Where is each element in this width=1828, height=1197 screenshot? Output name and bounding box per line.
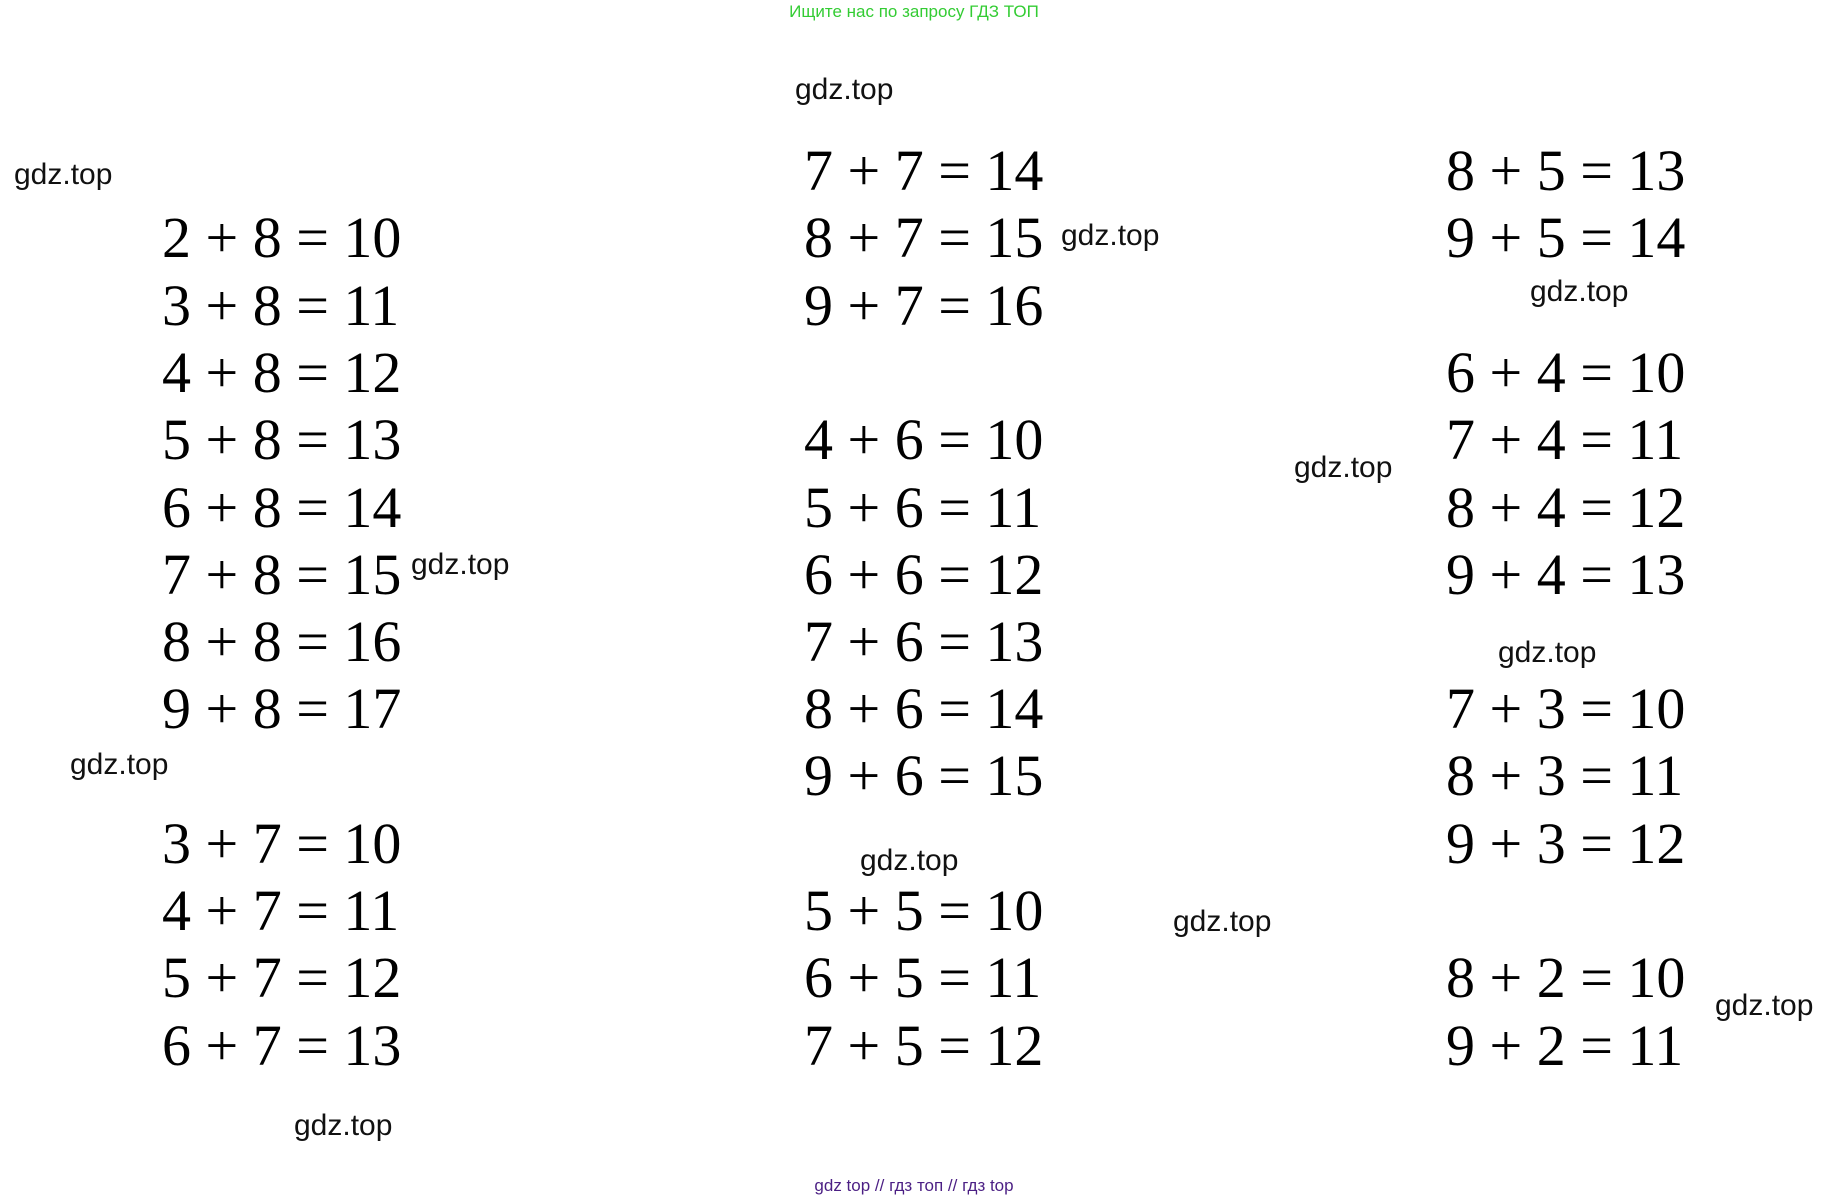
equation-line: 6 + 5 = 11 [804,945,1042,1010]
equation-line: 5 + 6 = 11 [804,475,1042,540]
header-banner: Ищите нас по запросу ГДЗ ТОП [789,2,1039,21]
equation-line: 8 + 2 = 10 [1446,945,1686,1010]
footer-banner: gdz top // гдз топ // гдз top [814,1176,1014,1195]
equation-line: 6 + 6 = 12 [804,542,1044,607]
watermark-text: gdz.top [1294,451,1393,484]
equation-line: 6 + 4 = 10 [1446,340,1686,405]
watermark-text: gdz.top [1498,636,1597,669]
equation-line: 9 + 8 = 17 [162,676,402,741]
equation-line: 4 + 6 = 10 [804,407,1044,472]
equation-line: 7 + 5 = 12 [804,1013,1044,1078]
equation-line: 4 + 7 = 11 [162,878,400,943]
equation-line: 9 + 3 = 12 [1446,811,1686,876]
equation-line: 8 + 5 = 13 [1446,138,1686,203]
equation-line: 9 + 7 = 16 [804,273,1044,338]
equation-line: 9 + 6 = 15 [804,743,1044,808]
equation-line: 7 + 3 = 10 [1446,676,1686,741]
equation-line: 6 + 7 = 13 [162,1013,402,1078]
watermark-text: gdz.top [294,1109,393,1142]
watermark-text: gdz.top [70,748,169,781]
equation-line: 8 + 7 = 15 [804,205,1044,270]
equation-line: 7 + 7 = 14 [804,138,1044,203]
equation-line: 3 + 8 = 11 [162,273,400,338]
equation-line: 8 + 4 = 12 [1446,475,1686,540]
equation-line: 5 + 5 = 10 [804,878,1044,943]
watermark-text: gdz.top [795,73,894,106]
watermark-text: gdz.top [1061,219,1160,252]
equation-line: 8 + 3 = 11 [1446,743,1684,808]
equation-line: 9 + 5 = 14 [1446,205,1686,270]
equation-line: 3 + 7 = 10 [162,811,402,876]
watermark-text: gdz.top [411,548,510,581]
equation-line: 5 + 8 = 13 [162,407,402,472]
watermark-text: gdz.top [860,844,959,877]
equation-line: 7 + 6 = 13 [804,609,1044,674]
equation-line: 2 + 8 = 10 [162,205,402,270]
equation-line: 7 + 4 = 11 [1446,407,1684,472]
watermark-text: gdz.top [1173,905,1272,938]
equation-line: 7 + 8 = 15 [162,542,402,607]
equation-line: 4 + 8 = 12 [162,340,402,405]
equation-line: 9 + 4 = 13 [1446,542,1686,607]
watermark-text: gdz.top [1530,275,1629,308]
equation-line: 8 + 6 = 14 [804,676,1044,741]
equation-line: 6 + 8 = 14 [162,475,402,540]
equation-line: 8 + 8 = 16 [162,609,402,674]
equation-line: 9 + 2 = 11 [1446,1013,1684,1078]
equation-line: 5 + 7 = 12 [162,945,402,1010]
watermark-text: gdz.top [1715,989,1814,1022]
watermark-text: gdz.top [14,158,113,191]
